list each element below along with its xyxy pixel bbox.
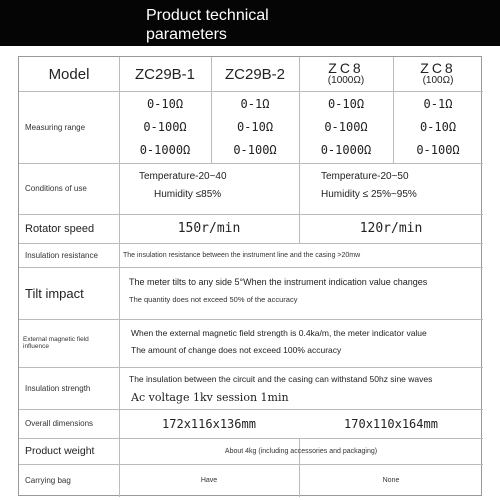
measuring-range-label: Measuring range [25, 122, 86, 132]
rotator-speed-right: 120r/min [359, 221, 423, 236]
tilt-line-1: The meter tilts to any side 5°When the instrument indication value changes [129, 277, 428, 287]
range-value: 0-1Ω [240, 97, 270, 111]
title-line-2: parameters [146, 26, 227, 43]
range-value: 0-100Ω [416, 143, 460, 157]
strength-line-1: The insulation between the circuit and the casing can withstand 50hz sine waves [129, 374, 433, 384]
title-line-1: Product technical [146, 7, 269, 24]
magnetic-label [19, 319, 119, 367]
model-zc8-100 [393, 57, 483, 91]
insulation-strength-label: Insulation strength [25, 383, 91, 393]
magnetic-line-2: The amount of change does not exceed 100% accuracy [131, 345, 342, 355]
magnetic-line-1: When the external magnetic field strength is 0.4ka/m, the meter indicator value [131, 328, 427, 338]
carrying-bag-label: Carrying bag [25, 476, 71, 485]
model-label: Model [48, 65, 90, 83]
range-value: 0-100Ω [233, 143, 277, 157]
conditions-label: Conditions of use [25, 184, 87, 193]
model-sub: (1000Ω) [327, 75, 365, 86]
model-name: ZC8 [328, 60, 364, 76]
strength-line-2: Ac voltage 1kv session 1min [131, 390, 289, 404]
tilt-impact-label: Tilt impact [25, 285, 84, 301]
right-humidity: Humidity ≤ 25%~95% [321, 188, 417, 200]
range-value: 0-1Ω [423, 97, 453, 111]
rotator-speed-label: Rotator speed [25, 222, 95, 235]
range-value: 0-10Ω [327, 97, 365, 111]
left-humidity: Humidity ≤85% [154, 188, 222, 200]
insulation-resistance-label: Insulation resistance [25, 250, 98, 260]
insulation-resistance-value: The insulation resistance between the instrument line and the casing >20mw [123, 251, 361, 259]
range-value: 0-10Ω [236, 120, 274, 134]
model-name: ZC8 [420, 60, 456, 76]
left-temperature: Temperature-20~40 [139, 170, 227, 182]
model-zc29b-2: ZC29B-2 [224, 65, 286, 83]
rotator-speed-left: 150r/min [177, 221, 241, 236]
page-title [146, 6, 269, 44]
range-value: 0-1000Ω [139, 143, 191, 157]
tilt-line-2: The quantity does not exceed 50% of the accuracy [129, 294, 298, 304]
carrying-bag-right: None [382, 477, 400, 484]
dimensions-right: 170x110x164mm [344, 416, 438, 431]
range-value: 0-1000Ω [320, 143, 372, 157]
overall-dimensions-label: Overall dimensions [25, 419, 94, 428]
spec-table [18, 56, 482, 496]
magnetic-label-line-2: influence [23, 343, 50, 350]
model-zc29b-1: ZC29B-1 [134, 65, 196, 83]
model-sub: (100Ω) [422, 75, 454, 86]
dimensions-left: 172x116x136mm [162, 416, 256, 431]
range-value: 0-100Ω [143, 120, 187, 134]
model-zc8-1000 [299, 57, 393, 91]
product-weight-label: Product weight [25, 445, 95, 457]
right-temperature: Temperature-20~50 [321, 170, 409, 182]
carrying-bag-left: Have [200, 477, 218, 484]
product-weight-value: About 4kg (including accessories and packaging) [224, 447, 378, 455]
page-header [0, 0, 500, 46]
range-value: 0-100Ω [324, 120, 368, 134]
range-value: 0-10Ω [146, 97, 184, 111]
range-value: 0-10Ω [419, 120, 457, 134]
magnetic-label-line-1: External magnetic field [23, 336, 89, 343]
